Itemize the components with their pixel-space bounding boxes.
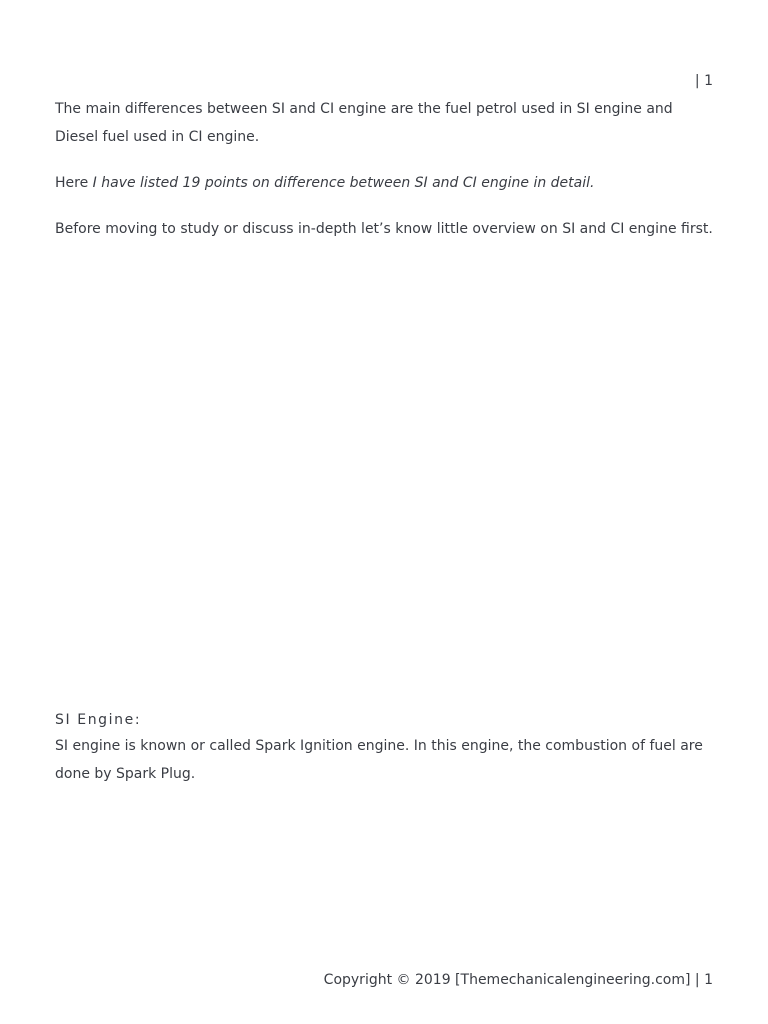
header-page-number: | 1	[694, 73, 713, 89]
intro-paragraph: The main differences between SI and CI engine are the fuel petrol used in SI engine and Diesel fuel used in CI engine.	[55, 101, 673, 145]
list-intro-italic: I have listed 19 points on difference between SI and CI engine in detail.	[92, 175, 595, 191]
si-engine-heading: SI Engine:	[55, 712, 142, 728]
si-engine-paragraph: SI engine is known or called Spark Ignition engine. In this engine, the combustion of fuel are done by Spark Plug.	[55, 738, 703, 782]
footer-copyright: Copyright © 2019 [Themechanicalengineering.com] | 1	[323, 972, 713, 988]
list-intro-paragraph	[55, 170, 715, 198]
list-intro-prefix: Here	[55, 175, 93, 191]
overview-paragraph: Before moving to study or discuss in-depth let’s know little overview on SI and CI engine first.	[55, 221, 713, 237]
